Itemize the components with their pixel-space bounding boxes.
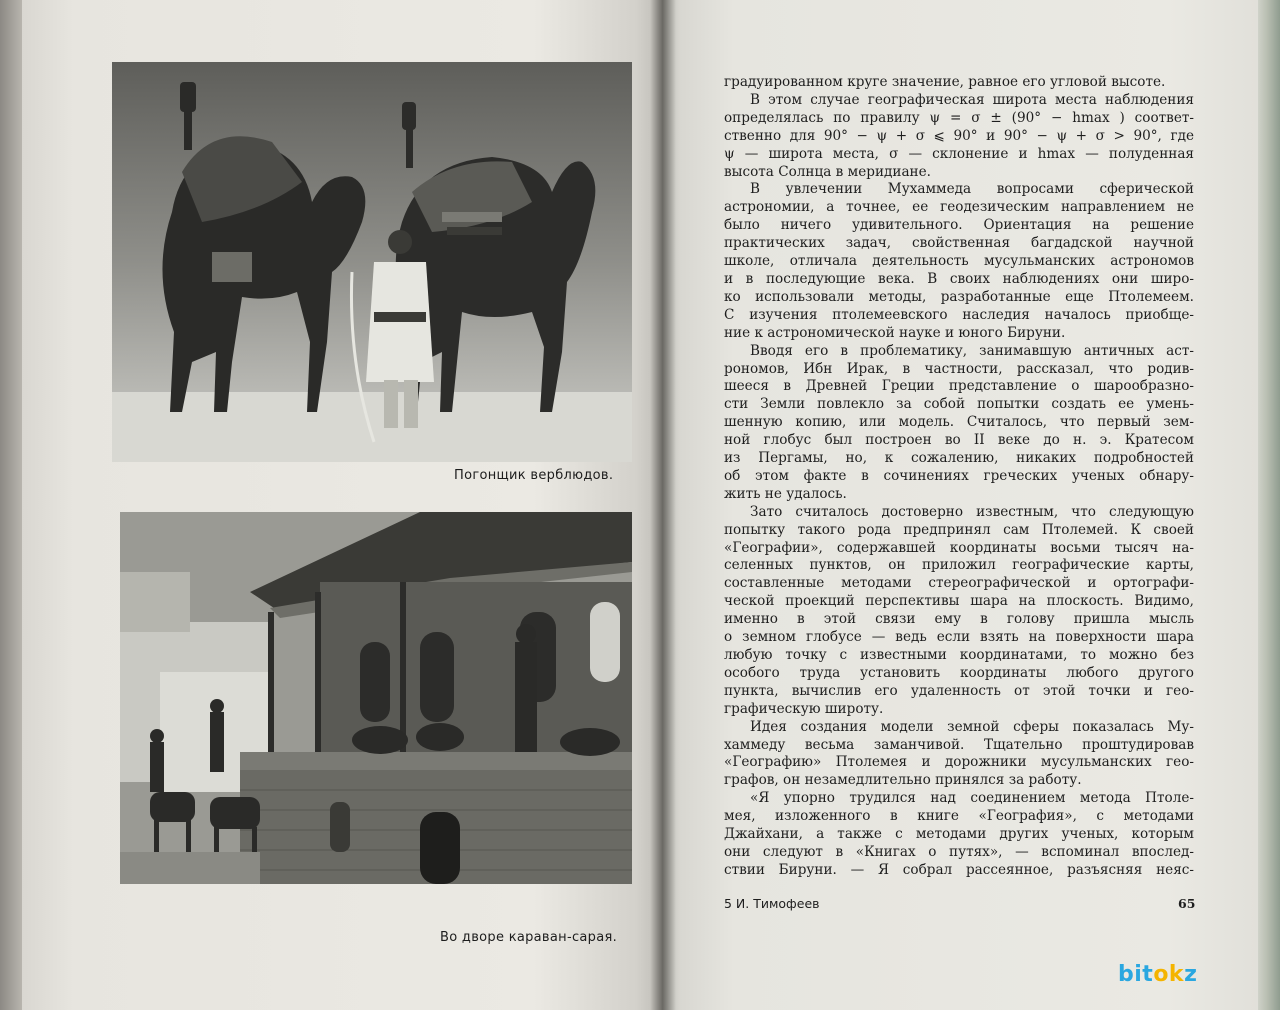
text-line: «Я упорно трудился над соединением метода Птоле- <box>750 790 1194 807</box>
page-text <box>724 74 1194 880</box>
book-gutter <box>650 0 676 1010</box>
text-line: ствии Бируни. — Я собрал рассеянное, разъясняя неяс- <box>724 861 1194 878</box>
text-line: В увлечении Мухаммеда вопросами сферической <box>750 181 1194 198</box>
caravanserai-photo <box>120 512 632 884</box>
watermark-part2: ok <box>1153 962 1185 987</box>
right-page-edges <box>1258 0 1280 1010</box>
text-line: графическую широту. <box>724 700 884 717</box>
text-line: Джайхани, а также с методами других ученых, которым <box>724 826 1194 843</box>
text-line: именно в этой связи ему в голову пришла мысль <box>724 611 1194 628</box>
text-line: они следуют в «Книгах о путях», — вспоминал впослед- <box>724 843 1194 860</box>
text-line: ной глобус был построен во II веке до н. э. Кратесом <box>724 432 1194 449</box>
photo2-caption: Во дворе караван-сарая. <box>440 930 618 945</box>
text-line: и в последующие века. В своих наблюдениях они широ- <box>724 270 1194 287</box>
text-line: графов, он незамедлительно принялся за работу. <box>724 772 1082 789</box>
text-line: любую точку с известными координатами, то можно без <box>724 647 1194 663</box>
photo1-caption: Погонщик верблюдов. <box>454 468 614 483</box>
text-line: практических задач, свойственная багдадской научной <box>724 235 1194 252</box>
text-line: В этом случае географическая широта места наблюдения <box>750 91 1194 108</box>
text-line: Зато считалось достоверно известным, что следующую <box>750 503 1194 520</box>
text-line: особого труда установить координаты любого другого <box>724 664 1194 681</box>
text-line: хаммеду весьма заманчивой. Тщательно проштудировав <box>724 736 1194 753</box>
text-line: было ничего удивительного. Ориентация на решение <box>724 217 1194 234</box>
text-line: ственно для 90° − ψ + σ ⩽ 90° и 90° − ψ + σ > 90°, где <box>724 127 1194 144</box>
text-line: «Географии», содержавшей координаты восьми тысяч на- <box>724 539 1194 556</box>
text-line: мея, изложенного в книге «География», с методами <box>724 808 1194 825</box>
text-line: об этом факте в сочинениях греческих ученых обнару- <box>724 467 1194 484</box>
left-page-edges <box>0 0 22 1010</box>
text-line: шенную копию, или модель. Считалось, что первый зем- <box>724 414 1194 431</box>
text-line: «Географию» Птолемея и дорожники мусульманских гео- <box>724 754 1194 771</box>
text-line: попытку такого рода предпринял сам Птолемей. К своей <box>724 521 1194 538</box>
text-line: составленные методами стереографической и ортографи- <box>724 575 1194 592</box>
text-line: пункта, вычислив его удаленность от этой точки и гео- <box>724 682 1194 699</box>
text-line: ческой проекций перспективы шара на плоскость. Видимо, <box>724 593 1194 610</box>
text-line: Вводя его в проблематику, занимавшую античных аст- <box>750 342 1194 359</box>
text-line: школе, отличала деятельность мусульманских астрономов <box>724 253 1194 270</box>
bitok-watermark-logo <box>1118 962 1197 987</box>
watermark-part3: z <box>1184 962 1198 987</box>
text-line: сти Земли повлекло за собой попытки создать ее умень- <box>724 396 1194 413</box>
watermark-part1: bit <box>1118 962 1154 987</box>
text-line: жить не удалось. <box>724 485 847 502</box>
text-line: градуированном круге значение, равное его угловой высоте. <box>724 74 1166 90</box>
text-line: высота Солнца в меридиане. <box>724 163 931 180</box>
text-line: из Пергамы, но, к сожалению, никаких подробностей <box>724 450 1194 467</box>
text-line: ко использовали методы, разработанные еще Птолемеем. <box>724 288 1194 305</box>
camel-driver-photo <box>112 62 632 462</box>
text-line: Идея создания модели земной сферы показалась Му- <box>750 718 1194 735</box>
text-line: рономов, Ибн Ирак, в частности, рассказал, что родив- <box>724 360 1194 377</box>
page-number: 65 <box>1178 896 1196 911</box>
text-line: о земном глобусе — ведь если взять на поверхности шара <box>724 629 1194 646</box>
text-line: селенных пунктов, он приложил географические карты, <box>724 557 1194 574</box>
text-line: ние к астрономической науке и юного Бируни. <box>724 324 1066 341</box>
text-line: ψ — широта места, σ — склонение и hmax — полуденная <box>724 145 1194 162</box>
page-signature: 5 И. Тимофеев <box>724 896 820 911</box>
text-line: астрономии, а точнее, ее геодезическим направлением не <box>724 199 1194 216</box>
text-line: шееся в Древней Греции представление о шарообразно- <box>724 378 1194 395</box>
text-line: С изучения птолемеевского наследия началось приобще- <box>724 306 1194 323</box>
text-line: определялась по правилу ψ = σ ± (90° − hmax ) соответ- <box>724 109 1194 126</box>
